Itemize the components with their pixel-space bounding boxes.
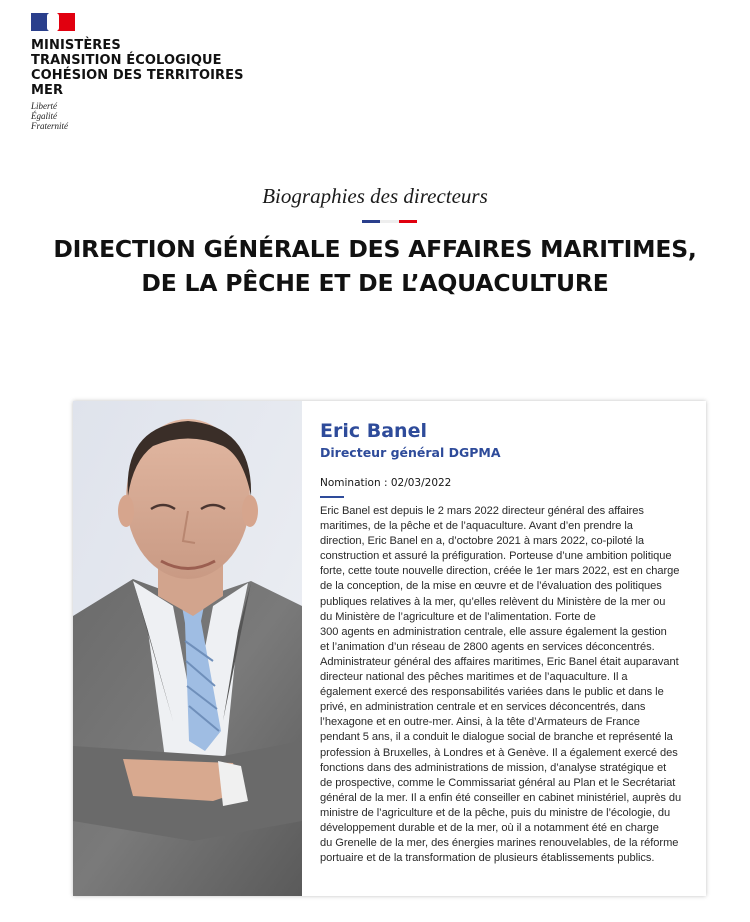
motto-line: Égalité: [31, 111, 57, 121]
bio-line: de prospective, comme le Commissariat général au Plan et le Secrétariat: [320, 776, 676, 789]
bio-line: portuaire et de la transformation de plusieurs établissements publics.: [320, 852, 655, 865]
bio-line: maritimes, de la pêche et de l’aquaculture. Avant d’en prendre la: [320, 520, 633, 533]
bio-line: également exercé des responsabilités variées dans le public et dans le: [320, 686, 664, 699]
republic-motto: [31, 101, 244, 131]
ministry-name: [31, 38, 244, 98]
ministry-line: TRANSITION ÉCOLOGIQUE: [31, 53, 222, 68]
bio-line: général de la mer. Il a enfin été conseiller en cabinet ministériel, auprès du: [320, 791, 682, 804]
director-name: Eric Banel: [320, 420, 427, 442]
bio-line: fonctions dans des administrations de mission, d’analyse stratégique et: [320, 761, 667, 774]
page-kicker: Biographies des directeurs: [262, 184, 488, 208]
nomination-date: Nomination : 02/03/2022: [320, 477, 452, 489]
bio-line: du Grenelle de la mer, des énergies marines renouvelables, de la réforme: [320, 837, 679, 850]
director-biography: [320, 504, 694, 866]
page-title: [0, 232, 750, 300]
director-role: Directeur général DGPMA: [320, 445, 501, 460]
marianne-flag-icon: [31, 13, 75, 31]
ministry-logo: [31, 13, 244, 131]
ministry-line: COHÉSION DES TERRITOIRES: [31, 68, 244, 83]
bio-line: direction, Eric Banel en a, d’octobre 2021 à mars 2022, co-piloté la: [320, 535, 645, 548]
bio-line: profession à Bruxelles, à Londres et à Genève. Il a également exercé des: [320, 746, 678, 759]
bio-line: et l’animation d’un réseau de 2800 agents en services déconcentrés.: [320, 640, 655, 653]
bio-line: l’hexagone et en outre-mer. Ainsi, à la tête d’Armateurs de France: [320, 716, 640, 729]
ministry-line: MER: [31, 83, 64, 98]
title-line: DE LA PÊCHE ET DE L’AQUACULTURE: [141, 269, 609, 297]
ministry-line: MINISTÈRES: [31, 38, 121, 53]
bio-line: publiques relatives à la mer, qu’elles relèvent du Ministère de la mer ou: [320, 595, 666, 608]
bio-line: forte, cette toute nouvelle direction, créée le 1er mars 2022, est en charge: [320, 565, 680, 578]
bio-line: Eric Banel est depuis le 2 mars 2022 directeur général des affaires: [320, 505, 644, 517]
bio-line: 300 agents en administration centrale, elle assure également la gestion: [320, 625, 667, 638]
director-info: [320, 419, 694, 866]
director-photo: [73, 401, 302, 896]
nomination-underline: [320, 496, 344, 498]
bio-line: directeur national des pêches maritimes et de l’aquaculture. Il a: [320, 671, 628, 684]
bio-line: du Ministère de l’agriculture et de l’alimentation. Forte de: [320, 610, 596, 623]
bio-line: ministre de l’agriculture et de la pêche, puis du ministre de l’écologie, du: [320, 806, 671, 819]
bio-line: privé, en administration centrale et en services déconcentrés, dans: [320, 701, 646, 714]
bio-line: Administrateur général des affaires maritimes, Eric Banel était auparavant: [320, 655, 679, 668]
title-line: DIRECTION GÉNÉRALE DES AFFAIRES MARITIMES,: [53, 235, 697, 263]
motto-line: Liberté: [31, 101, 57, 111]
motto-line: Fraternité: [31, 121, 68, 131]
bio-line: pendant 5 ans, il a conduit le dialogue social de branche et représenté la: [320, 731, 673, 744]
director-card: [73, 401, 706, 896]
bio-line: de la conception, de la mise en œuvre et de l’évaluation des politiques: [320, 580, 662, 593]
tricolor-divider: [362, 220, 417, 223]
bio-line: construction et assuré la préfiguration. Porteuse d’une ambition politique: [320, 550, 672, 563]
bio-line: développement durable et de la mer, où il a notamment été en charge: [320, 821, 659, 834]
